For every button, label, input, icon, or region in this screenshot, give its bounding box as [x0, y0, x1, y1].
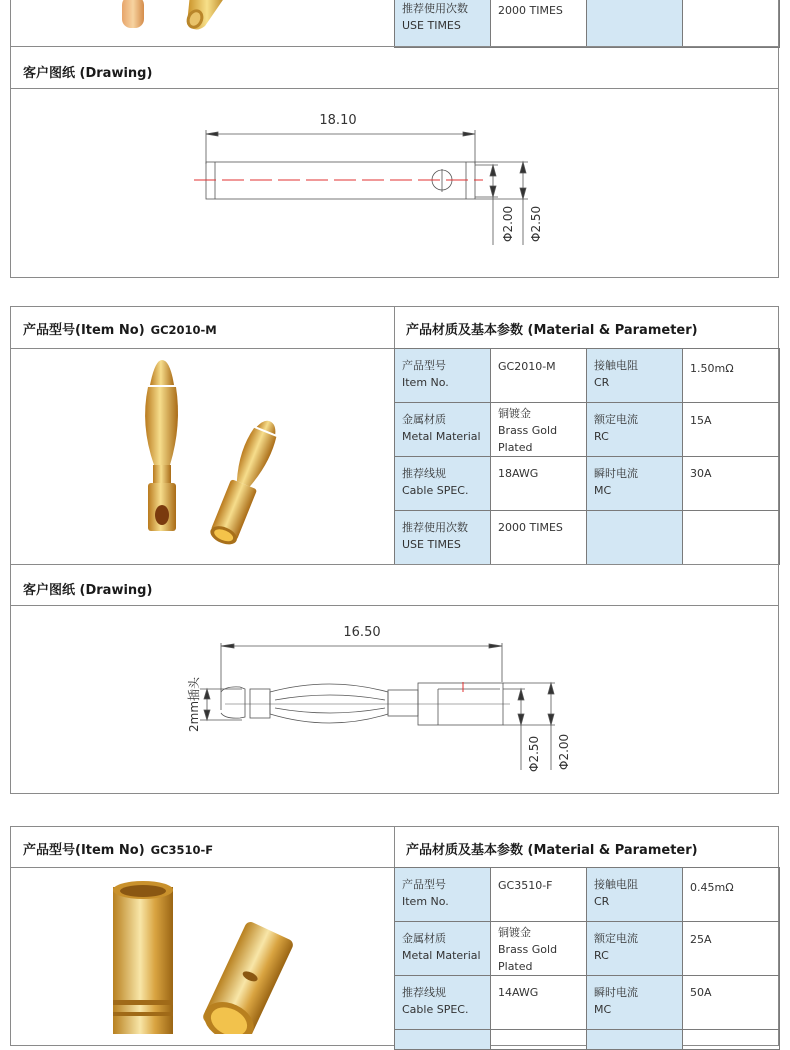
dim-length: 18.10	[319, 113, 357, 128]
drawing-tube	[180, 100, 580, 260]
product-photo	[120, 355, 290, 560]
dim-outer-diameter: Φ2.50	[529, 205, 543, 242]
param-row: 推荐使用次数 USE TIMES 2000 TIMES	[395, 511, 780, 565]
param-row: 产品型号 Item No. GC3510-F 接触电阻 CR 0.45mΩ	[395, 868, 780, 922]
dim-length: 16.50	[343, 625, 381, 640]
param-table	[394, 348, 780, 565]
param-row: 推荐线规 Cable SPEC. 14AWG 瞬时电流 MC 50A	[395, 976, 780, 1030]
product-photo-top	[115, 0, 255, 32]
param-label-empty	[587, 0, 683, 47]
param-value-empty	[683, 0, 780, 47]
plug-label: 2mm插头	[187, 676, 201, 732]
drawing-plug	[180, 610, 580, 780]
param-row: 金属材质 Metal Material 铜镀金 Brass Gold Plated 额定电流 RC 15A	[395, 403, 780, 457]
param-label: 推荐使用次数 USE TIMES	[395, 0, 491, 47]
param-row: 推荐线规 Cable SPEC. 18AWG 瞬时电流 MC 30A	[395, 457, 780, 511]
param-table	[394, 867, 780, 1050]
drawing-header: 客户图纸 (Drawing)	[23, 583, 153, 598]
param-row: 金属材质 Metal Material 铜镀金 Brass Gold Plated 额定电流 RC 25A	[395, 922, 780, 976]
product-photo	[100, 875, 330, 1034]
bullet-socket-photo-icon	[100, 875, 330, 1034]
param-row-partial	[395, 1030, 780, 1050]
dim-diameter-a: Φ2.50	[527, 735, 541, 772]
banana-plug-photo-icon	[120, 355, 290, 560]
param-header: 产品材质及基本参数 (Material & Parameter)	[406, 323, 698, 338]
item-no: GC3510-F	[150, 843, 214, 857]
dim-inner-diameter: Φ2.00	[501, 205, 515, 242]
param-header: 产品材质及基本参数 (Material & Parameter)	[406, 843, 698, 858]
item-header: 产品型号(Item No) GC2010-M	[23, 323, 217, 338]
drawing-header: 客户图纸 (Drawing)	[23, 66, 153, 81]
item-header: 产品型号(Item No) GC3510-F	[23, 843, 214, 858]
item-no: GC2010-M	[150, 323, 217, 337]
param-row: 产品型号 Item No. GC2010-M 接触电阻 CR 1.50mΩ	[395, 349, 780, 403]
param-table-top	[394, 0, 780, 48]
param-value: 2000 TIMES	[491, 0, 587, 47]
connector-photo-icon	[115, 0, 255, 32]
dim-diameter-b: Φ2.00	[557, 733, 571, 770]
